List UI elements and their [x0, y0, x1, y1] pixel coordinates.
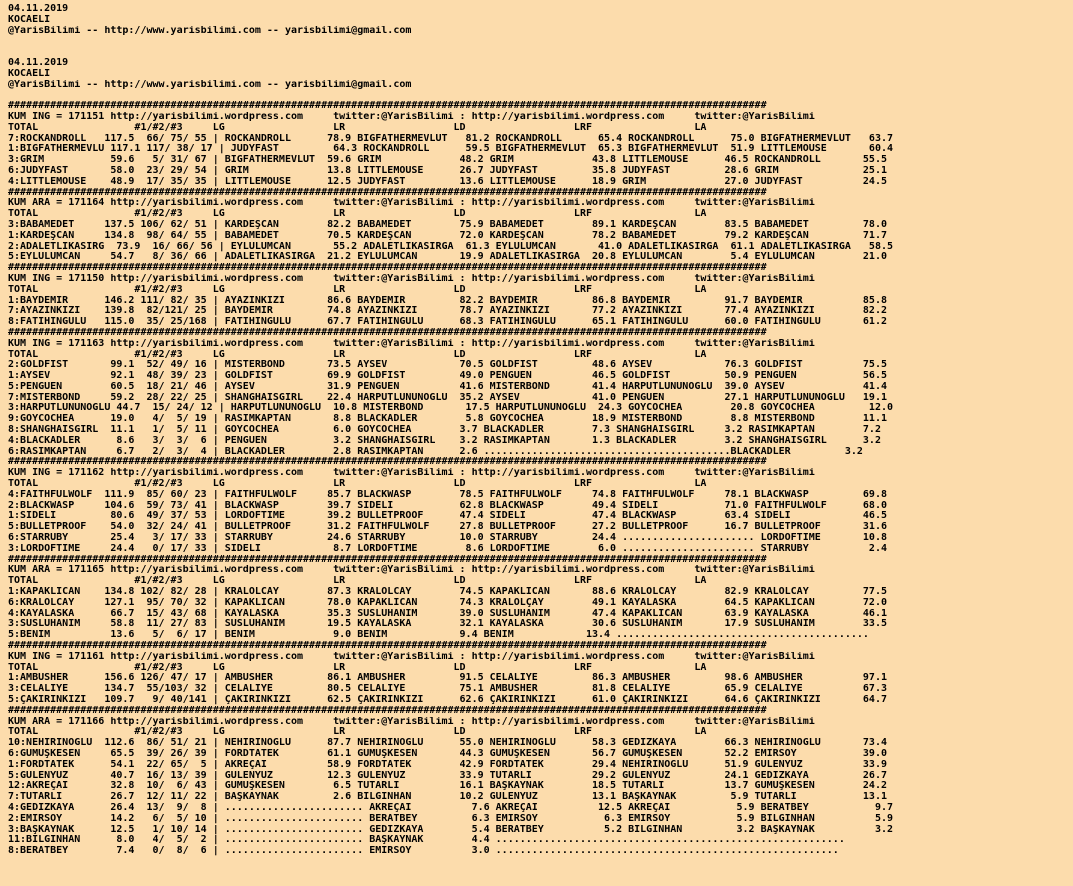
result-row: 4:GEDİZKAYA 26.4 13/ 9/ 8 | ....................... AKREÇAİ 7.6 AKREÇAİ 12.5 AKREÇAİ 5.9 BERATBEY 9.7 — [8, 802, 894, 813]
spacer — [8, 90, 1073, 101]
section-divider: ############################################################################################################################## — [8, 187, 767, 198]
race-header: KUM ING = 171163 http://yarisbilimi.wordpress.com twitter:@YarisBilimi : http://yarisbilimi.wordpress.com twitter:@YarisBilimi — [8, 338, 815, 349]
result-row: 5:PENGUEN 60.5 18/ 21/ 46 | AYSEV 31.9 PENGUEN 41.6 MISTERBOND 41.4 HARPUTLUNUNOĞLU 39.0 AYSEV 41.4 — [8, 381, 887, 392]
result-row: 4:KAYALASKA 66.7 15/ 43/ 68 | KAYALASKA 35.3 SUSLUHANIM 39.0 SUSLUHANIM 47.4 KAPAKLICAN 63.9 KAYALASKA 46.1 — [8, 608, 887, 619]
section-divider: ############################################################################################################################## — [8, 705, 767, 716]
result-row: 1:BAYDEMİR 146.2 111/ 82/ 35 | AYAZINKIZI 86.6 BAYDEMİR 82.2 BAYDEMİR 86.8 BAYDEMİR 91.7 BAYDEMİR 85.8 — [8, 295, 887, 306]
spacer — [8, 36, 1073, 47]
section-divider: ############################################################################################################################## — [8, 101, 767, 112]
report-date: 04.11.2019 — [8, 57, 69, 68]
result-row: 1:AYSEV 92.1 48/ 39/ 23 | GOLDFIST 69.9 GOLDFIST 49.0 PENGUEN 46.5 GOLDFIST 50.9 PENGUEN 56.5 — [8, 371, 887, 382]
report-contact: @YarisBilimi -- http://www.yarisbilimi.com -- yarisbilimi@gmail.com — [8, 25, 412, 36]
result-row: 12:AKREÇAİ 32.8 10/ 6/ 43 | GÜMÜŞKESEN 6.5 TUTARLI 16.1 BAŞKAYNAK 18.5 TUTARLI 13.7 GÜMÜŞKESEN 24.2 — [8, 781, 887, 792]
race-header: KUM ING = 171161 http://yarisbilimi.wordpress.com twitter:@YarisBilimi : http://yarisbilimi.wordpress.com twitter:@YarisBilimi — [8, 651, 815, 662]
result-row: 1:KARDEŞCAN 134.8 98/ 64/ 55 | BABAMEDET 70.5 KARDEŞCAN 72.0 KARDEŞCAN 78.2 BABAMEDET 79.2 KARDEŞCAN 71.7 — [8, 230, 887, 241]
column-header: TOTAL #1/#2/#3 LG LR LD LRF LA — [8, 727, 707, 738]
result-row: 2:ADALETLİKASIRG 73.9 16/ 66/ 56 | EYLÜLÜMCAN 55.2 ADALETLİKASIRGA 61.3 EYLÜLÜMCAN 41.0 ADALETLİKASIRGA 61.1 ADALETLİKASIRGA 58.5 — [8, 241, 894, 252]
result-row: 7:MISTERBOND 59.2 28/ 22/ 25 | SHANGHAISGIRL 22.4 HARPUTLUNUNOĞLU 35.2 AYSEV 41.0 PENGUEN 27.1 HARPUTLUNUNOĞLU 19.1 — [8, 392, 887, 403]
result-row: 2:GOLDFIST 99.1 52/ 49/ 16 | MISTERBOND 73.5 AYSEV 70.5 GOLDFIST 48.6 AYSEV 76.3 GOLDFIST 75.5 — [8, 360, 887, 371]
column-header: TOTAL #1/#2/#3 LG LR LD LRF LA — [8, 349, 707, 360]
result-row: 1:SİDELİ 80.6 49/ 37/ 53 | LORDOFTIME 39.2 BULLETPROOF 47.4 SİDELİ 47.4 BLACKWASP 63.4 SİDELİ 46.5 — [8, 511, 887, 522]
result-row: 6:KRALOLCAY 127.1 95/ 70/ 32 | KAPAKLICAN 78.0 KAPAKLICAN 74.3 KRALOLÇAY 49.1 KAYALASKA 64.5 KAPAKLICAN 72.0 — [8, 597, 887, 608]
race-header: KUM ING = 171150 http://yarisbilimi.wordpress.com twitter:@YarisBilimi : http://yarisbilimi.wordpress.com twitter:@YarisBilimi — [8, 273, 815, 284]
column-header: TOTAL #1/#2/#3 LG LR LD LRF LA — [8, 122, 707, 133]
result-row: 7:ROCKANDROLL 117.5 66/ 75/ 55 | ROCKANDROLL 78.9 BIGFATHERMEVLÜT 81.2 ROCKANDROLL 65.4 ROCKANDROLL 75.0 BIGFATHERMEVLÜT 63.7 — [8, 133, 894, 144]
result-row: 8:BERATBEY 7.4 0/ 8/ 6 | ....................... EMİRSOY 3.0 ......................................................... — [8, 846, 839, 857]
result-row: 2:BLACKWASP 104.6 59/ 73/ 41 | BLACKWASP 39.7 SİDELİ 62.8 BLACKWASP 49.4 SİDELİ 71.0 FAITHFULWOLF 68.0 — [8, 500, 887, 511]
report-place: KOCAELI — [8, 68, 51, 79]
result-row: 8:SHANGHAISGIRL 11.1 1/ 5/ 11 | GOYCOCHEA 6.0 GOYCOCHEA 3.7 BLACKADLER 7.3 SHANGHAISGIRL 3.2 RASİMKAPTAN 7.2 — [8, 425, 881, 436]
column-header: TOTAL #1/#2/#3 LG LR LD LRF LA — [8, 284, 707, 295]
result-row: 5:BULLETPROOF 54.0 32/ 24/ 41 | BULLETPROOF 31.2 FAITHFULWOLF 27.8 BULLETPROOF 27.2 BULLETPROOF 16.7 BULLETPROOF 31.6 — [8, 522, 887, 533]
section-divider: ############################################################################################################################## — [8, 327, 767, 338]
result-row: 2:EMİRSOY 14.2 6/ 5/ 10 | ....................... BERATBEY 6.3 EMİRSOY 6.3 EMİRSOY 5.9 BİLGİNHAN 5.9 — [8, 813, 894, 824]
result-row: 8:FATİHİNGÜLÜ 115.0 35/ 25/168 | FATİHİNGÜLÜ 67.7 FATİHİNGÜLÜ 68.3 FATİHİNGÜLÜ 65.1 FATİHİNGÜLÜ 60.0 FATİHİNGÜLÜ 61.2 — [8, 317, 887, 328]
column-header: TOTAL #1/#2/#3 LG LR LD LRF LA — [8, 576, 707, 587]
result-row: 4:BLACKADLER 8.6 3/ 3/ 6 | PENGUEN 3.2 SHANGHAISGIRL 3.2 RASİMKAPTAN 1.3 BLACKADLER 3.2 SHANGHAISGIRL 3.2 — [8, 435, 881, 446]
result-row: 6:RASİMKAPTAN 6.7 2/ 3/ 4 | BLACKADLER 2.8 RASİMKAPTAN 2.6 .........................................BLACKADLER 3.2 — [8, 446, 863, 457]
result-row: 1:FORDTATEK 54.1 22/ 65/ 5 | AKREÇAİ 58.9 FORDTATEK 42.9 FORDTATEK 29.4 NEHİRİNOĞLU 51.9 GÜLENYÜZ 33.9 — [8, 759, 887, 770]
result-row: 1:AMBUSHER 156.6 126/ 47/ 17 | AMBUSHER 86.1 AMBUSHER 91.5 CELALİYE 86.3 AMBUSHER 98.6 AMBUSHER 97.1 — [8, 673, 887, 684]
result-row: 6:JUDYFAST 58.0 23/ 29/ 54 | GRIM 13.8 LITTLEMOUSE 26.7 JUDYFAST 35.8 JUDYFAST 28.6 GRIM 25.1 — [8, 165, 887, 176]
result-row: 3:BAŞKAYNAK 12.5 1/ 10/ 14 | ....................... GEDİZKAYA 5.4 BERATBEY 5.2 BİLGİNHAN 3.2 BAŞKAYNAK 3.2 — [8, 824, 894, 835]
header-block-1 — [8, 4, 1073, 36]
result-row: 5:BENİM 13.6 5/ 6/ 17 | BENİM 9.0 BENİM 9.4 BENİM 13.4 .......................................... — [8, 630, 869, 641]
result-row: 7:TUTARLI 26.7 12/ 11/ 22 | BAŞKAYNAK 2.6 BİLGİNHAN 10.2 GÜLENYÜZ 13.1 BAŞKAYNAK 5.9 TUTARLI 13.1 — [8, 792, 887, 803]
column-header: TOTAL #1/#2/#3 LG LR LD LRF LA — [8, 662, 707, 673]
report-place: KOCAELI — [8, 14, 51, 25]
report-date: 04.11.2019 — [8, 4, 69, 14]
result-row: 3:BABAMEDET 137.5 106/ 62/ 51 | KARDEŞCAN 82.2 BABAMEDET 75.9 BABAMEDET 89.1 KARDEŞCAN 83.5 BABAMEDET 78.0 — [8, 219, 887, 230]
result-row: 11:BİLGİNHAN 8.0 4/ 5/ 2 | ....................... BAŞKAYNAK 4.4 .......................................................... — [8, 835, 845, 846]
spacer — [8, 47, 1073, 58]
result-row: 4:FAITHFULWOLF 111.9 85/ 60/ 23 | FAITHFULWOLF 85.7 BLACKWASP 78.5 FAITHFULWOLF 74.8 FAITHFULWOLF 78.1 BLACKWASP 69.8 — [8, 489, 887, 500]
result-row: 9:GOYCOCHEA 19.0 4/ 5/ 19 | RASİMKAPTAN 8.8 BLACKADLER 5.8 GOYCOCHEA 18.9 MISTERBOND 8.8 MISTERBOND 11.1 — [8, 414, 887, 425]
column-header: TOTAL #1/#2/#3 LG LR LD LRF LA — [8, 479, 707, 490]
race-header: KUM ARA = 171165 http://yarisbilimi.wordpress.com twitter:@YarisBilimi : http://yarisbilimi.wordpress.com twitter:@YarisBilimi — [8, 565, 815, 576]
result-row: 6:STARRUBY 25.4 3/ 17/ 33 | STARRUBY 24.6 STARRUBY 10.0 STARRUBY 24.4 ...................... LORDOFTIME 10.8 — [8, 533, 887, 544]
section-divider: ############################################################################################################################## — [8, 554, 767, 565]
race-header: KUM ING = 171151 http://yarisbilimi.wordpress.com twitter:@YarisBilimi : http://yarisbilimi.wordpress.com twitter:@YarisBilimi — [8, 111, 815, 122]
header-block-2 — [8, 58, 1073, 90]
result-row: 6:GÜMÜŞKESEN 65.5 39/ 26/ 39 | FORDTATEK 61.1 GÜMÜŞKESEN 44.3 GÜMÜŞKESEN 56.7 GÜMÜŞKESEN 52.2 EMİRSOY 39.0 — [8, 748, 887, 759]
section-divider: ############################################################################################################################## — [8, 641, 767, 652]
result-row: 4:LITTLEMOUSE 48.9 17/ 35/ 35 | LITTLEMOUSE 12.5 JUDYFAST 13.6 LITTLEMOUSE 18.9 GRIM 27.0 JUDYFAST 24.5 — [8, 176, 887, 187]
result-row: 7:AYAZINKIZI 139.8 82/121/ 25 | BAYDEMİR 74.8 AYAZINKIZI 78.7 AYAZINKIZI 77.2 AYAZINKIZI 77.4 AYAZINKIZI 82.2 — [8, 306, 887, 317]
result-row: 1:KAPAKLICAN 134.8 102/ 82/ 28 | KRALOLCAY 87.3 KRALOLCAY 74.5 KAPAKLICAN 88.6 KRALOLCAY 82.9 KRALOLCAY 77.5 — [8, 587, 887, 598]
race-header: KUM ARA = 171164 http://yarisbilimi.wordpress.com twitter:@YarisBilimi : http://yarisbilimi.wordpress.com twitter:@YarisBilimi — [8, 198, 815, 209]
result-row: 3:LORDOFTIME 24.4 0/ 17/ 33 | SİDELİ 8.7 LORDOFTIME 8.6 LORDOFTIME 6.0 ...................... STARRUBY 2.4 — [8, 543, 887, 554]
race-header: KUM ARA = 171166 http://yarisbilimi.wordpress.com twitter:@YarisBilimi : http://yarisbilimi.wordpress.com twitter:@YarisBilimi — [8, 716, 815, 727]
section-divider: ############################################################################################################################## — [8, 457, 767, 468]
race-header: KUM ING = 171162 http://yarisbilimi.wordpress.com twitter:@YarisBilimi : http://yarisbilimi.wordpress.com twitter:@YarisBilimi — [8, 468, 815, 479]
result-row: 5:GÜLENYÜZ 40.7 16/ 13/ 39 | GÜLENYÜZ 12.3 GÜLENYÜZ 33.9 TUTARLI 29.2 GÜLENYÜZ 24.1 GEDİZKAYA 26.7 — [8, 770, 887, 781]
result-row: 3:CELALİYE 134.7 55/103/ 32 | CELALİYE 80.5 CELALİYE 75.1 AMBUSHER 81.8 CELALİYE 65.9 CELALİYE 67.3 — [8, 684, 887, 695]
result-row: 10:NEHİRİNOĞLU 112.6 86/ 51/ 21 | NEHİRİNOĞLU 87.7 NEHİRİNOĞLU 55.0 NEHİRİNOĞLU 58.3 GEDİZKAYA 66.3 NEHİRİNOĞLU 73.4 — [8, 738, 887, 749]
race-report-table — [8, 101, 1073, 857]
result-row: 3:GRIM 59.6 5/ 31/ 67 | BIGFATHERMEVLÜT 59.6 GRIM 48.2 GRIM 43.8 LITTLEMOUSE 46.5 ROCKANDROLL 55.5 — [8, 155, 887, 166]
result-row: 3:HARPUTLUNUNOĞLU 44.7 15/ 24/ 12 | HARPUTLUNUNOĞLU 10.8 MISTERBOND 17.5 HARPUTLUNUNOĞLU 24.3 GOYCOCHEA 20.8 GOYCOCHEA 12.0 — [8, 403, 894, 414]
result-row: 5:EYLÜLÜMCAN 54.7 8/ 36/ 66 | ADALETLİKASIRGA 21.2 EYLÜLÜMCAN 19.9 ADALETLİKASIRGA 20.8 EYLÜLÜMCAN 5.4 EYLÜLÜMCAN 21.0 — [8, 252, 887, 263]
result-row: 3:SUSLUHANIM 58.8 11/ 27/ 83 | SUSLUHANIM 19.5 KAYALASKA 32.1 KAYALASKA 30.6 SUSLUHANIM 17.9 SUSLUHANIM 33.5 — [8, 619, 887, 630]
result-row: 5:ÇAKIRINKIZI 109.7 9/ 40/141 | ÇAKIRINKIZI 62.5 ÇAKIRINKIZI 62.6 ÇAKIRINKIZI 61.0 ÇAKIRINKIZI 64.6 ÇAKIRINKIZI 64.7 — [8, 695, 887, 705]
result-row: 1:BIGFATHERMEVLÜ 117.1 117/ 38/ 17 | JUDYFAST 64.3 ROCKANDROLL 59.5 BIGFATHERMEVLÜT 65.3 BIGFATHERMEVLÜT 51.9 LITTLEMOUSE 60.4 — [8, 144, 894, 155]
section-divider: ############################################################################################################################## — [8, 263, 767, 274]
column-header: TOTAL #1/#2/#3 LG LR LD LRF LA — [8, 209, 707, 220]
report-contact: @YarisBilimi -- http://www.yarisbilimi.com -- yarisbilimi@gmail.com — [8, 79, 412, 90]
